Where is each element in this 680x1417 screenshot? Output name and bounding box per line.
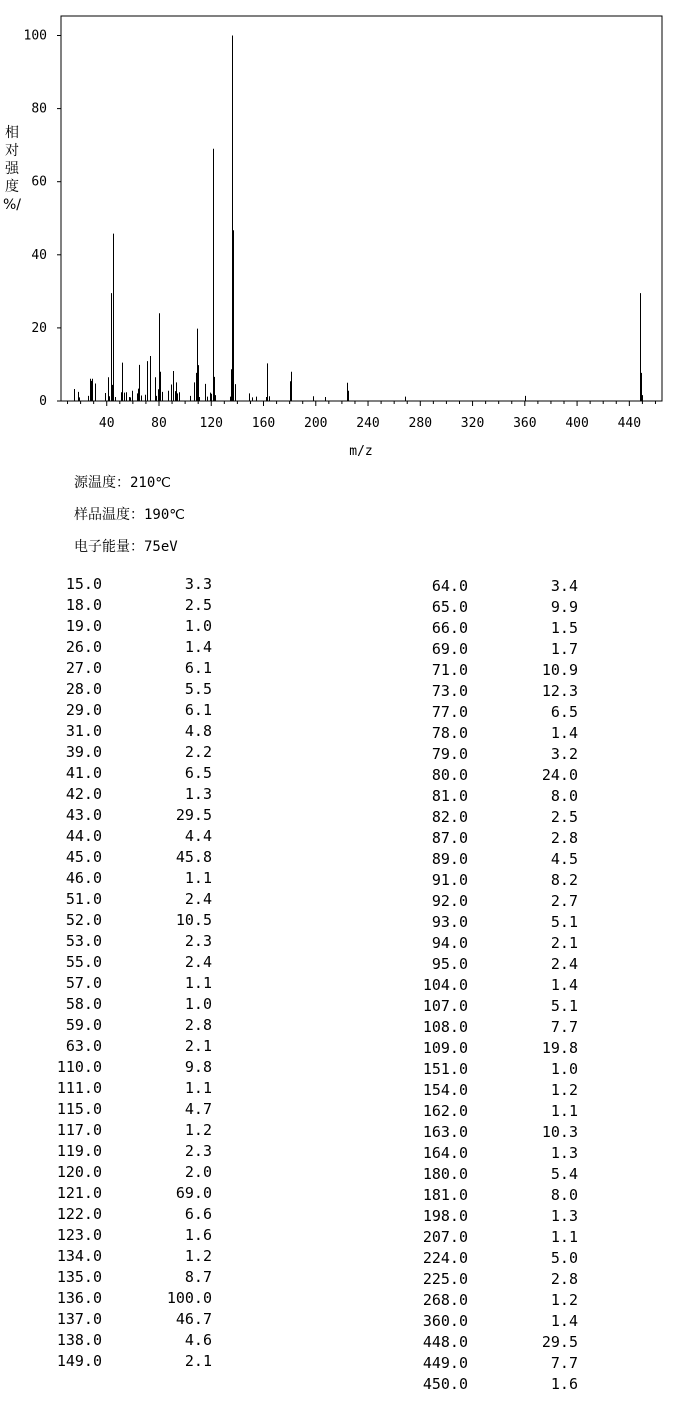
peak-mz: 28.0 bbox=[65, 680, 102, 698]
condition-value: 210℃ bbox=[130, 475, 172, 491]
peak-mz: 151.0 bbox=[422, 1060, 468, 1078]
plot-frame bbox=[61, 16, 662, 401]
condition-label: 电子能量： bbox=[74, 539, 144, 555]
peak-mz: 55.0 bbox=[65, 953, 102, 971]
peak-intensity: 2.0 bbox=[184, 1163, 212, 1181]
y-axis-label-char: 强 bbox=[5, 161, 19, 177]
peak-mz: 63.0 bbox=[65, 1037, 102, 1055]
peak-mz: 136.0 bbox=[56, 1289, 102, 1307]
peak-intensity: 2.5 bbox=[184, 596, 212, 614]
condition-line bbox=[74, 504, 185, 524]
peak-mz: 115.0 bbox=[56, 1100, 102, 1118]
peak-mz: 31.0 bbox=[65, 722, 102, 740]
peak-intensity: 2.8 bbox=[550, 1270, 578, 1288]
peak-intensity: 4.8 bbox=[184, 722, 212, 740]
x-tick-label: 240 bbox=[356, 416, 380, 431]
peak-mz: 69.0 bbox=[431, 640, 468, 658]
peak-mz: 52.0 bbox=[65, 911, 102, 929]
condition-label: 源温度： bbox=[74, 475, 130, 491]
condition-label: 样品温度： bbox=[74, 507, 144, 523]
peak-mz: 27.0 bbox=[65, 659, 102, 677]
y-tick-label: 60 bbox=[31, 174, 47, 190]
x-tick-label: 160 bbox=[251, 416, 276, 431]
peak-intensity: 5.1 bbox=[550, 997, 578, 1015]
peak-mz: 122.0 bbox=[56, 1205, 102, 1223]
peak-mz: 64.0 bbox=[431, 577, 468, 595]
peak-mz: 59.0 bbox=[65, 1016, 102, 1034]
peak-mz: 15.0 bbox=[65, 575, 102, 593]
y-axis-label-char: 相 bbox=[5, 125, 19, 141]
peak-intensity: 1.0 bbox=[550, 1060, 578, 1078]
peak-mz: 91.0 bbox=[431, 871, 468, 889]
peak-intensity: 7.7 bbox=[550, 1018, 578, 1036]
y-axis-label-char: %/ bbox=[2, 197, 22, 213]
peak-mz: 134.0 bbox=[56, 1247, 102, 1265]
x-tick-label: 320 bbox=[460, 416, 485, 431]
x-tick-label: 80 bbox=[151, 416, 167, 431]
peak-mz: 181.0 bbox=[422, 1186, 468, 1204]
peak-mz: 107.0 bbox=[422, 997, 468, 1015]
peak-mz: 73.0 bbox=[431, 682, 468, 700]
peak-intensity: 1.0 bbox=[184, 995, 212, 1013]
peak-intensity: 10.5 bbox=[175, 911, 212, 929]
peak-mz: 44.0 bbox=[65, 827, 102, 845]
peak-mz: 108.0 bbox=[422, 1018, 468, 1036]
peak-intensity: 8.7 bbox=[184, 1268, 212, 1286]
peak-intensity: 3.4 bbox=[550, 577, 578, 595]
peak-mz: 39.0 bbox=[65, 743, 102, 761]
peak-intensity: 6.5 bbox=[550, 703, 578, 721]
peak-mz: 135.0 bbox=[56, 1268, 102, 1286]
peak-intensity: 7.7 bbox=[550, 1354, 578, 1372]
peak-mz: 92.0 bbox=[431, 892, 468, 910]
peak-intensity: 9.9 bbox=[550, 598, 578, 616]
peak-mz: 87.0 bbox=[431, 829, 468, 847]
peak-mz: 93.0 bbox=[431, 913, 468, 931]
peak-intensity: 8.0 bbox=[550, 1186, 578, 1204]
peak-intensity: 4.7 bbox=[184, 1100, 212, 1118]
peak-mz: 104.0 bbox=[422, 976, 468, 994]
y-tick-label: 40 bbox=[31, 247, 47, 263]
peak-intensity: 1.0 bbox=[184, 617, 212, 635]
peak-mz: 268.0 bbox=[422, 1291, 468, 1309]
peak-mz: 43.0 bbox=[65, 806, 102, 824]
peak-intensity: 1.7 bbox=[550, 640, 578, 658]
peak-intensity: 8.2 bbox=[550, 871, 578, 889]
peak-intensity: 1.2 bbox=[550, 1291, 578, 1309]
peak-intensity: 1.3 bbox=[550, 1207, 578, 1225]
peak-mz: 57.0 bbox=[65, 974, 102, 992]
peak-intensity: 5.4 bbox=[550, 1165, 578, 1183]
peak-intensity: 6.1 bbox=[184, 701, 212, 719]
peak-intensity: 6.6 bbox=[184, 1205, 212, 1223]
peak-intensity: 2.8 bbox=[550, 829, 578, 847]
peak-mz: 138.0 bbox=[56, 1331, 102, 1349]
peak-mz: 137.0 bbox=[56, 1310, 102, 1328]
peak-mz: 71.0 bbox=[431, 661, 468, 679]
peak-mz: 78.0 bbox=[431, 724, 468, 742]
y-tick-label: 20 bbox=[31, 320, 47, 336]
peak-intensity: 46.7 bbox=[175, 1310, 212, 1328]
peak-intensity: 8.0 bbox=[550, 787, 578, 805]
peak-mz: 77.0 bbox=[431, 703, 468, 721]
peak-mz: 360.0 bbox=[422, 1312, 468, 1330]
peak-intensity: 2.4 bbox=[184, 890, 212, 908]
peak-intensity: 6.5 bbox=[184, 764, 212, 782]
peak-intensity: 4.6 bbox=[184, 1331, 212, 1349]
peak-mz: 123.0 bbox=[56, 1226, 102, 1244]
peak-mz: 450.0 bbox=[422, 1375, 468, 1393]
y-axis-label bbox=[3, 124, 21, 213]
peak-intensity: 69.0 bbox=[175, 1184, 212, 1202]
peak-intensity: 1.4 bbox=[550, 976, 578, 994]
peak-intensity: 4.4 bbox=[184, 827, 212, 845]
peak-intensity: 1.5 bbox=[550, 619, 578, 637]
peak-mz: 81.0 bbox=[431, 787, 468, 805]
peak-intensity: 2.1 bbox=[184, 1037, 212, 1055]
peak-intensity: 2.1 bbox=[550, 934, 578, 952]
condition-line bbox=[74, 472, 171, 492]
x-tick-label: 120 bbox=[199, 416, 223, 431]
peak-mz: 80.0 bbox=[431, 766, 468, 784]
peak-mz: 162.0 bbox=[422, 1102, 468, 1120]
peak-mz: 198.0 bbox=[422, 1207, 468, 1225]
peak-intensity: 1.4 bbox=[184, 638, 212, 656]
peak-intensity: 9.8 bbox=[184, 1058, 212, 1076]
x-tick-label: 200 bbox=[304, 416, 328, 431]
peak-mz: 19.0 bbox=[65, 617, 102, 635]
peak-intensity: 1.4 bbox=[550, 1312, 578, 1330]
peak-mz: 45.0 bbox=[65, 848, 102, 866]
peak-intensity: 3.3 bbox=[184, 575, 212, 593]
x-axis-label: m/z bbox=[349, 444, 373, 459]
peak-mz: 94.0 bbox=[431, 934, 468, 952]
peak-mz: 225.0 bbox=[422, 1270, 468, 1288]
peak-intensity: 2.5 bbox=[550, 808, 578, 826]
peak-mz: 163.0 bbox=[422, 1123, 468, 1141]
y-axis-label-char: 度 bbox=[5, 179, 19, 195]
peak-mz: 65.0 bbox=[431, 598, 468, 616]
peak-intensity: 1.3 bbox=[550, 1144, 578, 1162]
peak-intensity: 5.0 bbox=[550, 1249, 578, 1267]
x-tick-label: 40 bbox=[98, 416, 115, 431]
x-tick-label: 280 bbox=[408, 416, 433, 431]
peak-mz: 207.0 bbox=[422, 1228, 468, 1246]
peak-mz: 449.0 bbox=[422, 1354, 468, 1372]
peak-intensity: 5.1 bbox=[550, 913, 578, 931]
peak-intensity: 4.5 bbox=[550, 850, 578, 868]
peak-mz: 448.0 bbox=[422, 1333, 468, 1351]
peak-intensity: 10.3 bbox=[541, 1123, 578, 1141]
peak-intensity: 2.3 bbox=[184, 932, 212, 950]
peak-mz: 111.0 bbox=[56, 1079, 102, 1097]
peak-intensity: 2.7 bbox=[550, 892, 578, 910]
y-axis bbox=[24, 29, 61, 410]
peak-intensity: 19.8 bbox=[541, 1039, 578, 1057]
y-tick-label: 0 bbox=[39, 394, 47, 409]
peak-intensity: 1.1 bbox=[550, 1228, 578, 1246]
peak-mz: 82.0 bbox=[431, 808, 468, 826]
condition-value: 75eV bbox=[144, 539, 178, 555]
peak-mz: 42.0 bbox=[65, 785, 102, 803]
peak-mz: 149.0 bbox=[56, 1352, 102, 1370]
peak-mz: 95.0 bbox=[431, 955, 468, 973]
peak-intensity: 1.6 bbox=[184, 1226, 212, 1244]
x-tick-label: 360 bbox=[513, 416, 537, 431]
peak-mz: 119.0 bbox=[56, 1142, 102, 1160]
peak-mz: 26.0 bbox=[65, 638, 102, 656]
peak-intensity: 1.1 bbox=[184, 1079, 212, 1097]
peak-intensity: 2.4 bbox=[184, 953, 212, 971]
peak-mz: 180.0 bbox=[422, 1165, 468, 1183]
peak-intensity: 12.3 bbox=[541, 682, 578, 700]
peak-intensity: 10.9 bbox=[541, 661, 578, 679]
y-tick-label: 100 bbox=[23, 28, 47, 44]
x-tick-label: 400 bbox=[565, 416, 589, 431]
peak-intensity: 1.1 bbox=[550, 1102, 578, 1120]
peak-mz: 51.0 bbox=[65, 890, 102, 908]
peak-intensity: 29.5 bbox=[541, 1333, 578, 1351]
peak-intensity: 1.6 bbox=[550, 1375, 578, 1393]
peak-intensity: 6.1 bbox=[184, 659, 212, 677]
peak-intensity: 1.3 bbox=[184, 785, 212, 803]
peak-mz: 89.0 bbox=[431, 850, 468, 868]
peak-mz: 121.0 bbox=[56, 1184, 102, 1202]
peak-intensity: 2.3 bbox=[184, 1142, 212, 1160]
peak-intensity: 2.4 bbox=[550, 955, 578, 973]
peak-mz: 164.0 bbox=[422, 1144, 468, 1162]
peak-mz: 120.0 bbox=[56, 1163, 102, 1181]
condition-line bbox=[74, 536, 178, 556]
spectrum-bars bbox=[75, 36, 643, 402]
peak-intensity: 1.4 bbox=[550, 724, 578, 742]
peak-intensity: 2.8 bbox=[184, 1016, 212, 1034]
peak-mz: 58.0 bbox=[65, 995, 102, 1013]
y-axis-label-char: 对 bbox=[5, 143, 19, 159]
peak-intensity: 100.0 bbox=[166, 1289, 212, 1307]
peak-intensity: 5.5 bbox=[184, 680, 212, 698]
mass-spectrum-chart bbox=[0, 0, 680, 470]
x-axis bbox=[68, 401, 656, 431]
peak-mz: 66.0 bbox=[431, 619, 468, 637]
peak-mz: 53.0 bbox=[65, 932, 102, 950]
peak-intensity: 3.2 bbox=[550, 745, 578, 763]
peak-mz: 46.0 bbox=[65, 869, 102, 887]
condition-value: 190℃ bbox=[144, 507, 186, 523]
peak-intensity: 1.2 bbox=[184, 1247, 212, 1265]
peak-mz: 154.0 bbox=[422, 1081, 468, 1099]
peak-intensity: 2.1 bbox=[184, 1352, 212, 1370]
y-tick-label: 80 bbox=[31, 101, 47, 117]
peak-mz: 29.0 bbox=[65, 701, 102, 719]
peak-mz: 224.0 bbox=[422, 1249, 468, 1267]
peak-intensity: 1.2 bbox=[550, 1081, 578, 1099]
peak-mz: 18.0 bbox=[65, 596, 102, 614]
x-tick-label: 440 bbox=[617, 416, 642, 431]
peak-intensity: 1.1 bbox=[184, 974, 212, 992]
peak-intensity: 29.5 bbox=[175, 806, 212, 824]
peak-intensity: 1.2 bbox=[184, 1121, 212, 1139]
peak-mz: 110.0 bbox=[56, 1058, 102, 1076]
peak-intensity: 2.2 bbox=[184, 743, 212, 761]
peak-intensity: 45.8 bbox=[175, 848, 212, 866]
peak-intensity: 1.1 bbox=[184, 869, 212, 887]
peak-mz: 41.0 bbox=[65, 764, 102, 782]
peak-intensity: 24.0 bbox=[541, 766, 578, 784]
peak-mz: 109.0 bbox=[422, 1039, 468, 1057]
peak-mz: 117.0 bbox=[56, 1121, 102, 1139]
peak-mz: 79.0 bbox=[431, 745, 468, 763]
